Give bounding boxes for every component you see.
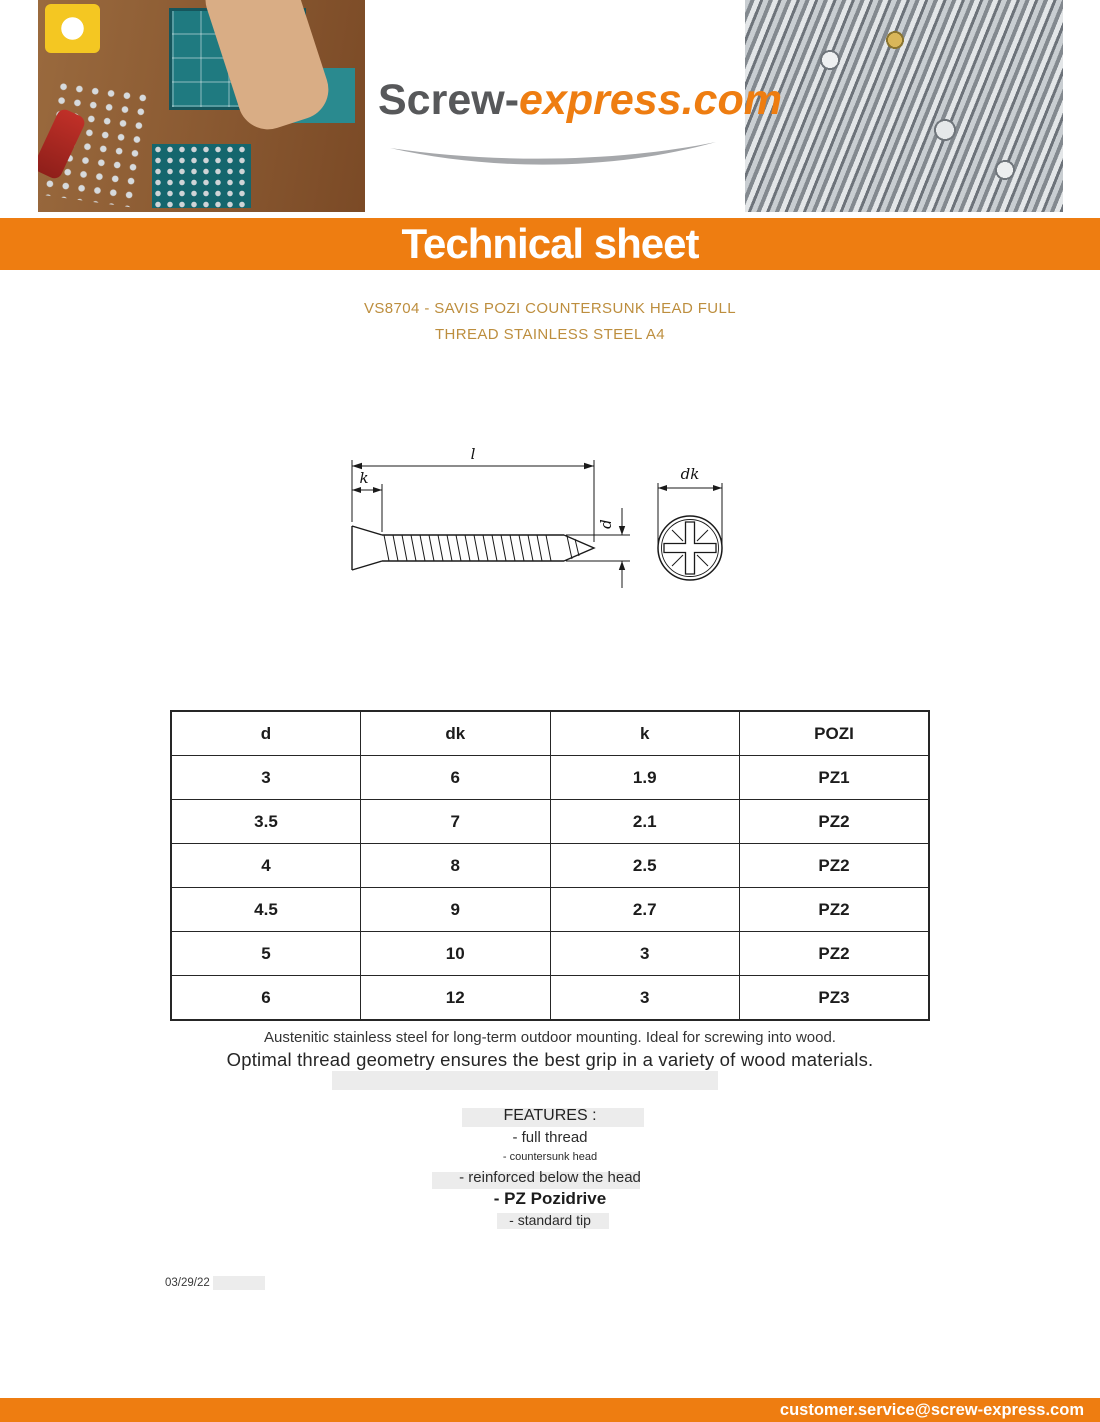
- technical-drawing: [312, 438, 772, 628]
- footer-email: customer.service@screw-express.com: [779, 1401, 1084, 1419]
- dim-label-dk: dk: [680, 465, 700, 483]
- table-cell: 8: [361, 844, 551, 888]
- table-cell: PZ3: [740, 976, 930, 1021]
- dim-label-d: d: [597, 519, 615, 529]
- col-header-k: k: [550, 711, 740, 756]
- table-cell: 1.9: [550, 756, 740, 800]
- dimension-arrows: [352, 463, 722, 570]
- col-header-pozi: POZI: [740, 711, 930, 756]
- highlight-artifact: [213, 1276, 265, 1290]
- logo: [378, 76, 782, 125]
- document-date: 03/29/22: [165, 1277, 210, 1289]
- table-row: [171, 844, 929, 888]
- tape-measure-decoration: [45, 4, 101, 53]
- logo-swoosh-icon: [386, 140, 720, 170]
- features-section: [0, 1105, 1100, 1231]
- table-cell: PZ1: [740, 756, 930, 800]
- table-cell: 2.7: [550, 888, 740, 932]
- screw-side-view: [352, 526, 594, 570]
- features-title: FEATURES :: [503, 1107, 597, 1124]
- table-cell: 6: [171, 976, 361, 1021]
- table-cell: PZ2: [740, 932, 930, 976]
- head-front-view: [658, 516, 722, 580]
- banner: [0, 218, 1100, 270]
- table-cell: 3: [550, 976, 740, 1021]
- description-line1: Austenitic stainless steel for long-term outdoor mounting. Ideal for screwing into wood.: [264, 1029, 836, 1046]
- product-title-line2: THREAD STAINLESS STEEL A4: [434, 326, 666, 343]
- table-cell: 2.5: [550, 844, 740, 888]
- dim-label-l: l: [470, 445, 476, 463]
- feature-item: - PZ Pozidrive: [493, 1189, 607, 1208]
- table-row: [171, 800, 929, 844]
- dim-label-k: k: [359, 469, 369, 487]
- table-header-row: [171, 711, 929, 756]
- table-cell: 9: [361, 888, 551, 932]
- table-cell: 3: [550, 932, 740, 976]
- table-row: [171, 932, 929, 976]
- feature-item: - countersunk head: [502, 1151, 598, 1163]
- swoosh-shape: [390, 142, 716, 165]
- table-row: [171, 756, 929, 800]
- col-header-dk: dk: [361, 711, 551, 756]
- dimension-labels: [359, 445, 699, 529]
- banner-title: Technical sheet: [401, 220, 699, 267]
- screws-photo: [745, 0, 1063, 212]
- workbench-photo: [38, 0, 365, 212]
- table-row: [171, 976, 929, 1021]
- logo-text-express: express.com: [519, 76, 782, 124]
- footer-bar: [0, 1398, 1100, 1422]
- col-header-d: d: [171, 711, 361, 756]
- description-line2: Optimal thread geometry ensures the best grip in a variety of wood materials.: [226, 1049, 874, 1070]
- feature-item: - standard tip: [509, 1212, 591, 1228]
- table-cell: PZ2: [740, 800, 930, 844]
- table-cell: 10: [361, 932, 551, 976]
- table-cell: 6: [361, 756, 551, 800]
- product-title-line1: VS8704 - SAVIS POZI COUNTERSUNK HEAD FULL: [363, 300, 737, 317]
- description: [0, 1028, 1100, 1071]
- table-cell: PZ2: [740, 844, 930, 888]
- logo-text-screw: Screw-: [378, 76, 520, 124]
- table-cell: 12: [361, 976, 551, 1021]
- feature-item: - reinforced below the head: [459, 1169, 641, 1186]
- table-cell: 3.5: [171, 800, 361, 844]
- table-cell: 7: [361, 800, 551, 844]
- parts-tray2-decoration: [152, 144, 250, 208]
- table-cell: 2.1: [550, 800, 740, 844]
- table-cell: 4.5: [171, 888, 361, 932]
- table-cell: 5: [171, 932, 361, 976]
- table-row: [171, 888, 929, 932]
- table-cell: 4: [171, 844, 361, 888]
- feature-item: - full thread: [512, 1129, 588, 1146]
- highlight-artifact: [332, 1071, 718, 1090]
- pozi-recess-icon: [664, 522, 716, 574]
- product-title: [0, 296, 1100, 348]
- table-cell: 3: [171, 756, 361, 800]
- table-cell: PZ2: [740, 888, 930, 932]
- spec-table: [170, 710, 930, 1021]
